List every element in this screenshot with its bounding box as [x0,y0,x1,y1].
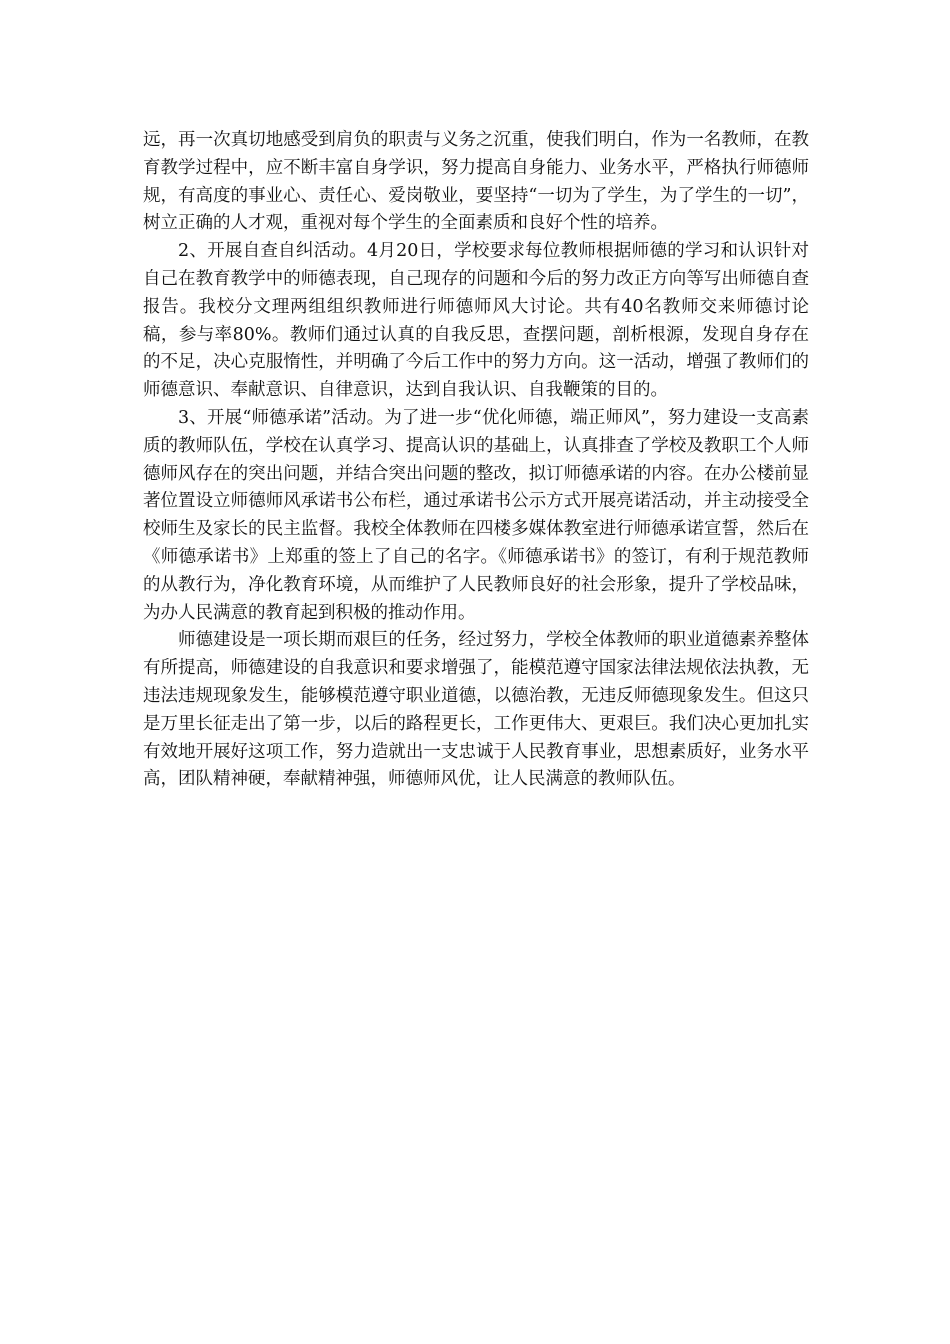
paragraph-self-inspection: 2、开展自查自纠活动。4月20日，学校要求每位教师根据师德的学习和认识针对自己在教育教学中的师德表现，自己现存的问题和今后的努力改正方向等写出师德自查报告。我校分文理两组组织教师进行师德师风大讨论。共有40名教师交来师德讨论稿，参与率80%。教师们通过认真的自我反思，查摆问题，剖析根源，发现自身存在的不足，决心克服惰性，并明确了今后工作中的努力方向。这一活动，增强了教师们的师德意识、奉献意识、自律意识，达到自我认识、自我鞭策的目的。 [143,241,809,401]
paragraph-conclusion: 师德建设是一项长期而艰巨的任务，经过努力，学校全体教师的职业道德素养整体有所提高，师德建设的自我意识和要求增强了，能模范遵守国家法律法规依法执教，无违法违规现象发生，能够模范遵守职业道德，以德治教，无违反师德现象发生。但这只是万里长征走出了第一步，以后的路程更长，工作更伟大、更艰巨。我们决心更加扎实有效地开展好这项工作，努力造就出一支忠诚于人民教育事业，思想素质好，业务水平高，团队精神硬，奉献精神强，师德师风优，让人民满意的教师队伍。 [143,630,809,790]
paragraph-continued: 远，再一次真切地感受到肩负的职责与义务之沉重，使我们明白，作为一名教师，在教育教学过程中，应不断丰富自身学识，努力提高自身能力、业务水平，严格执行师德师规，有高度的事业心、责任心、爱岗敬业，要坚持“一切为了学生，为了学生的一切”，树立正确的人才观，重视对每个学生的全面素质和良好个性的培养。 [143,130,809,234]
paragraph-ethics-pledge: 3、开展“师德承诺”活动。为了进一步“优化师德，端正师风”，努力建设一支高素质的教师队伍，学校在认真学习、提高认识的基础上，认真排查了学校及教职工个人师德师风存在的突出问题，并结合突出问题的整改，拟订师德承诺的内容。在办公楼前显著位置设立师德师风承诺书公布栏，通过承诺书公示方式开展亮诺活动，并主动接受全校师生及家长的民主监督。我校全体教师在四楼多媒体教室进行师德承诺宣誓，然后在《师德承诺书》上郑重的签上了自己的名字。《师德承诺书》的签订，有利于规范教师的从教行为，净化教育环境，从而维护了人民教师良好的社会形象，提升了学校品味，为办人民满意的教育起到积极的推动作用。 [143,407,809,623]
document-body [143,127,809,794]
